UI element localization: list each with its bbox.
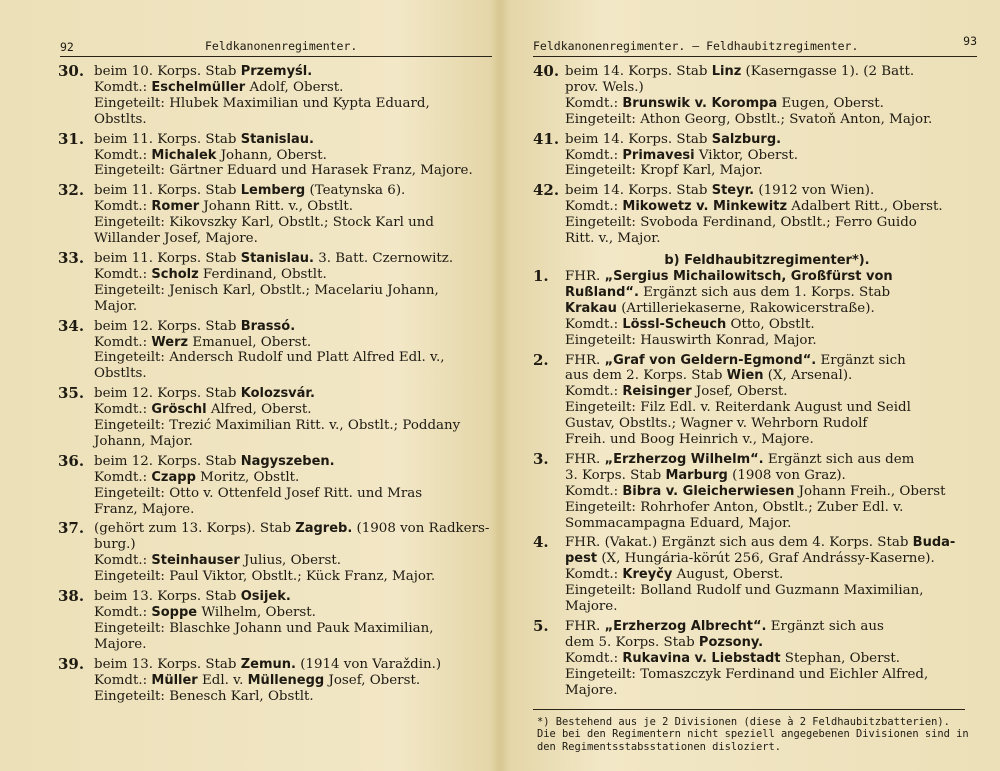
place-or-name: Przemyśl. [240,64,313,79]
place-or-name: Werz [151,334,189,350]
entry-line: beim 14. Korps. Stab Linz (Kaserngasse 1). (2 Batt. [565,64,915,79]
place-or-name: Reisinger [622,384,692,400]
entry-line: (gehört zum 13. Korps). Stab Zagreb. (1908 von Radkers- [94,521,490,537]
entry-line: Komdt.: Romer Johann Ritt. v., Obstlt. [94,199,354,215]
regiment-number: 32. [58,181,85,200]
entry-line: beim 14. Korps. Stab Salzburg. [565,131,782,147]
regiment-number: 34. [58,316,85,335]
entry-line: Komdt.: Brunswik v. Korompa Eugen, Oberst. [565,95,884,111]
entry-line: Komdt.: Czapp Moritz, Obstlt. [94,469,300,485]
place-or-name: Müller [151,672,198,688]
entry-line: Komdt.: Primavesi Viktor, Oberst. [565,147,798,163]
place-or-name: Lössl-Scheuch [622,316,727,332]
regiment-entry [533,535,961,615]
regiment-entry [58,386,490,450]
entry-line: Major. [94,298,138,314]
entry-line: Gustav, Obstlts.; Wagner v. Wehrborn Rudolf [565,416,868,432]
regiment-number: 39. [58,654,85,673]
regiment-number: 36. [58,451,85,470]
footnote [533,709,969,754]
place-or-name: Zemun. [240,656,296,672]
entry-line: Sommacampagna Eduard, Major. [565,515,792,531]
entry-line: Eingeteilt: Tomaszczyk Ferdinand und Eichler Alfred, [565,666,929,682]
entry-line: Eingeteilt: Blaschke Johann und Pauk Maximilian, [94,620,434,636]
entry-line: beim 13. Korps. Stab Zemun. (1914 von Varaždin.) [94,656,442,672]
entry-line: Eingeteilt: Svoboda Ferdinand, Obstlt.; Ferro Guido [565,215,917,231]
entry-line: Willander Josef, Majore. [94,231,258,247]
regiment-entry [533,129,961,180]
entry-line: beim 12. Korps. Stab Brassó. [94,318,296,334]
entry-line: Eingeteilt: Filz Edl. v. Reiterdank August und Seidl [565,400,911,416]
entry-line: FHR. „Graf von Geldern-Egmond“. Ergänzt sich [565,352,906,368]
entry-line: Franz, Majore. [94,501,195,517]
place-or-name: Osijek. [240,589,291,605]
regiment-entry [533,64,961,128]
footnote-line: Die bei den Regimentern nicht speziell angegebenen Divisionen sind in [537,728,969,741]
regiment-entry [58,451,490,518]
place-or-name: Rußland“. [565,284,639,300]
entry-line: Komdt.: Gröschl Alfred, Oberst. [94,402,312,418]
regiment-number: 5. [533,617,549,635]
entry-line: aus dem 2. Korps. Stab Wien (X, Arsenal). [565,368,853,384]
entry-line: Komdt.: Bibra v. Gleicherwiesen Johann Freih., Oberst [565,483,946,499]
regiment-entry [533,350,961,448]
entry-line: Eingeteilt: Hauswirth Konrad, Major. [565,332,817,348]
left-page-number: 92 [60,40,74,54]
place-or-name: „Erzherzog Wilhelm“. [604,451,764,467]
entry-line: FHR. „Erzherzog Wilhelm“. Ergänzt sich aus dem [565,451,915,467]
place-or-name: Brassó. [240,318,296,334]
place-or-name: Rukavina v. Liebstadt [622,650,781,666]
left-page-body [58,64,490,708]
regiment-entry [58,183,490,247]
entry-line: Eingeteilt: Trezić Maximilian Ritt. v., Obstlt.; Poddany [94,418,461,434]
regiment-list-b [533,266,961,703]
regiment-number: 2. [533,350,549,369]
entry-line: Eingeteilt: Bolland Rudolf und Guzmann Maximilian, [565,583,924,599]
regiment-number: 1. [533,266,549,285]
place-or-name: Eschelmüller [151,79,246,95]
entry-line: beim 13. Korps. Stab Osijek. [94,589,291,605]
regiment-entry [58,64,490,128]
place-or-name: Krakau [565,300,617,316]
regiment-entry [533,449,961,532]
entry-line: Komdt.: Scholz Ferdinand, Obstlt. [94,266,327,282]
place-or-name: Nagyszeben. [240,453,335,469]
entry-line: Freih. und Boog Heinrich v., Majore. [565,432,814,448]
place-or-name: Kolozsvár. [240,386,315,402]
regiment-number: 3. [533,449,549,468]
regiment-entry [58,654,490,705]
entry-line: Eingeteilt: Otto v. Ottenfeld Josef Ritt. und Mras [94,485,423,501]
left-page-title: Feldkanonenregimenter. [205,39,358,53]
regiment-entry [533,619,961,699]
right-page-number: 93 [963,34,977,48]
entry-line: 3. Korps. Stab Marburg (1908 von Graz). [565,467,846,483]
place-or-name: Pozsony. [698,634,764,650]
section-title: b) Feldhaubitzregimenter*). [664,252,870,268]
entry-line: Majore. [565,599,618,615]
entry-line: Eingeteilt: Jenisch Karl, Obstlt.; Macelariu Johann, [94,282,439,298]
place-or-name: Müllenegg [247,672,325,688]
entry-line: Ritt. v., Major. [565,231,661,247]
regiment-entry [58,316,490,383]
entry-line: Eingeteilt: Paul Viktor, Obstlt.; Kück Franz, Major. [94,569,436,585]
regiment-number: 30. [58,62,85,80]
entry-line: beim 11. Korps. Stab Lemberg (Teatynska 6). [94,183,406,199]
regiment-number: 42. [533,181,560,200]
entry-line: dem 5. Korps. Stab Pozsony. [565,634,764,650]
place-or-name: Romer [151,199,200,215]
place-or-name: Michalek [151,147,217,163]
place-or-name: „Graf von Geldern-Egmond“. [604,352,817,368]
place-or-name: Brunswik v. Korompa [622,95,778,111]
place-or-name: „Sergius Michailowitsch, Großfürst von [604,268,893,284]
right-page-title: Feldkanonenregimenter. — Feldhaubitzregimenter. [533,39,859,53]
left-page-header [60,34,492,57]
place-or-name: Czapp [151,469,196,485]
place-or-name: Mikowetz v. Minkewitz [622,199,788,215]
place-or-name: Wien [726,368,764,384]
entry-line: Eingeteilt: Kropf Karl, Major. [565,163,763,179]
regiment-number: 33. [58,248,85,267]
place-or-name: Soppe [151,605,198,620]
place-or-name: pest [565,551,598,567]
regiment-number: 40. [533,62,560,80]
regiment-number: 41. [533,129,560,148]
entry-line: Eingeteilt: Rohrhofer Anton, Obstlt.; Zuber Edl. v. [565,499,904,515]
right-page-body [533,62,969,753]
place-or-name: Zagreb. [295,521,353,537]
place-or-name: Linz [711,64,742,79]
entry-line: Krakau (Artilleriekaserne, Rakowicerstraße). [565,300,875,316]
place-or-name: Primavesi [622,147,695,163]
entry-line: Komdt.: Lössl-Scheuch Otto, Obstlt. [565,316,815,332]
place-or-name: Steyr. [711,183,755,199]
regiment-number: 37. [58,519,85,538]
entry-line: Komdt.: Steinhauser Julius, Oberst. [94,553,341,569]
entry-line: Komdt.: Eschelmüller Adolf, Oberst. [94,79,344,95]
regiment-entry [533,183,961,247]
place-or-name: Bibra v. Gleicherwiesen [622,483,795,499]
entry-line: Eingeteilt: Andersch Rudolf und Platt Alfred Edl. v., [94,350,445,366]
right-page-header [533,34,977,57]
place-or-name: Scholz [151,266,199,282]
regiment-number: 38. [58,587,85,606]
entry-line: Eingeteilt: Gärtner Eduard und Harasek Franz, Majore. [94,163,473,179]
entry-line: Eingeteilt: Benesch Karl, Obstlt. [94,688,314,704]
entry-line: Majore. [565,682,618,698]
entry-line: burg.) [94,537,136,553]
regiment-list-a [533,64,961,251]
place-or-name: Steinhauser [151,553,240,569]
entry-line: Johann, Major. [94,433,193,449]
entry-line: Majore. [94,636,147,652]
entry-line: beim 10. Korps. Stab Przemyśl. [94,64,313,79]
entry-line: Komdt.: Kreyčy August, Oberst. [565,567,784,583]
entry-line: Komdt.: Soppe Wilhelm, Oberst. [94,605,316,620]
place-or-name: Buda- [912,535,956,551]
entry-line: pest (X, Hungária-körút 256, Graf Andrássy-Kaserne). [565,551,935,567]
entry-line: beim 12. Korps. Stab Nagyszeben. [94,453,335,469]
place-or-name: Salzburg. [711,131,782,147]
entry-line: Komdt.: Reisinger Josef, Oberst. [565,384,788,400]
entry-line: FHR. „Erzherzog Albrecht“. Ergänzt sich aus [565,619,884,634]
entry-line: Eingeteilt: Hlubek Maximilian und Kypta Eduard, [94,95,430,111]
place-or-name: Gröschl [151,402,207,418]
entry-line: Eingeteilt: Kikovszky Karl, Obstlt.; Stock Karl und [94,215,434,231]
regiment-number: 31. [58,129,85,148]
regiment-entry [58,129,490,180]
entry-line: FHR. „Sergius Michailowitsch, Großfürst von [565,268,893,284]
entry-line: FHR. (Vakat.) Ergänzt sich aus dem 4. Korps. Stab Buda- [565,535,956,551]
entry-line: Rußland“. Ergänzt sich aus dem 1. Korps. Stab [565,284,891,300]
place-or-name: Lemberg [240,183,306,199]
place-or-name: Stanislau. [240,250,314,266]
right-page [503,0,1000,771]
place-or-name: Stanislau. [240,131,314,147]
entry-line: Komdt.: Rukavina v. Liebstadt Stephan, Oberst. [565,650,900,666]
entry-line: Komdt.: Müller Edl. v. Müllenegg Josef, Oberst. [94,672,421,688]
entry-line: Obstlts. [94,111,147,127]
entry-line: Komdt.: Werz Emanuel, Oberst. [94,334,312,350]
entry-line: beim 11. Korps. Stab Stanislau. 3. Batt. Czernowitz. [94,250,454,266]
entry-line: Komdt.: Michalek Johann, Oberst. [94,147,327,163]
place-or-name: Kreyčy [622,567,673,583]
entry-line: Eingeteilt: Athon Georg, Obstlt.; Svatoň Anton, Major. [565,111,933,127]
regiment-entry [58,589,490,653]
regiment-entry [58,521,490,585]
place-or-name: „Erzherzog Albrecht“. [604,619,767,634]
place-or-name: Marburg [665,467,728,483]
entry-line: beim 14. Korps. Stab Steyr. (1912 von Wien). [565,183,875,199]
entry-line: Obstlts. [94,366,147,382]
entry-line: beim 11. Korps. Stab Stanislau. [94,131,314,147]
footnote-line: den Regimentsstabsstationen disloziert. [537,740,781,753]
left-page [0,0,497,771]
entry-line: beim 12. Korps. Stab Kolozsvár. [94,386,315,402]
entry-line: prov. Wels.) [565,79,644,95]
entry-line: Komdt.: Mikowetz v. Minkewitz Adalbert Ritt., Oberst. [565,199,943,215]
regiment-number: 35. [58,384,85,403]
regiment-entry [58,248,490,315]
regiment-number: 4. [533,533,549,552]
footnote-line: *) Bestehend aus je 2 Divisionen (diese à 2 Feldhaubitzbatterien). [537,715,950,728]
regiment-entry [533,266,961,349]
